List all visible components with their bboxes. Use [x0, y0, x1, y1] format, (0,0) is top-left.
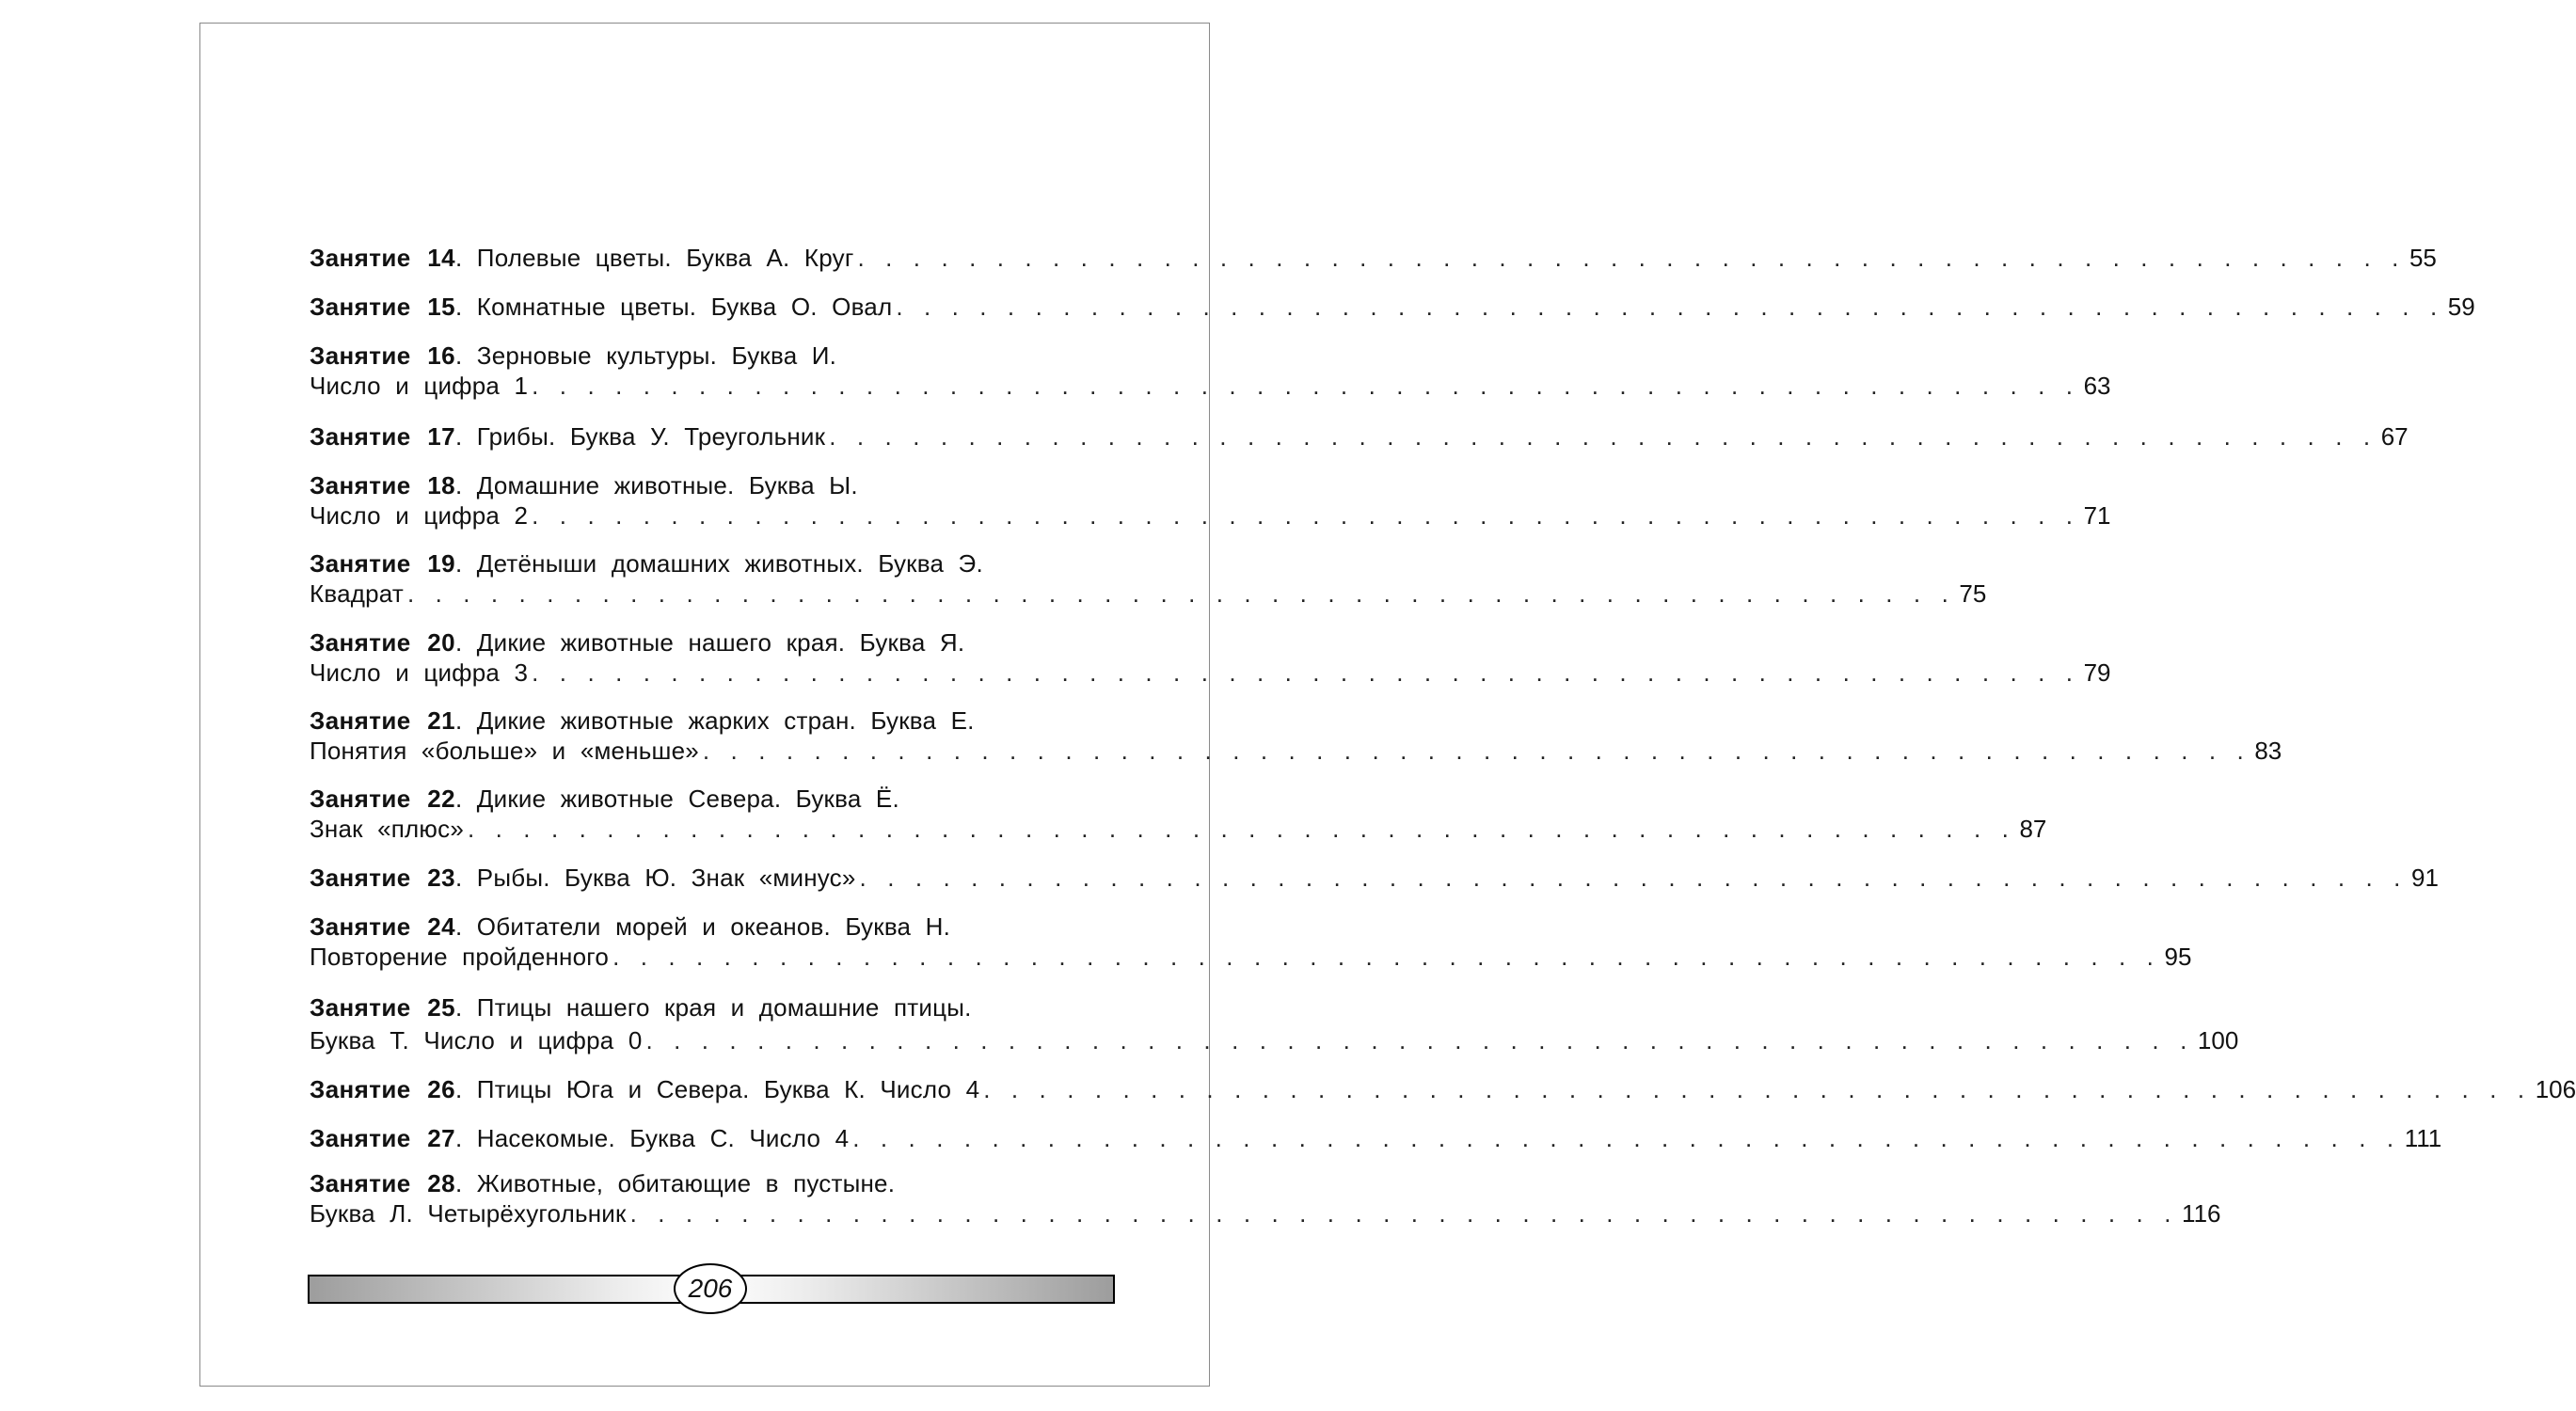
dot-leader: . . . . . . . . . . . . . . . . . . . . . . . . . . . . . . . . . . . . . . . . . . . . . . . . . . . . . . . .: [532, 372, 2080, 400]
toc-entry-17[interactable]: [310, 421, 2409, 452]
toc-line: [310, 863, 2439, 893]
page-ref: 71: [2083, 501, 2111, 530]
toc-line: [310, 243, 2437, 273]
toc-line: [310, 371, 2111, 401]
page-ref: 63: [2083, 372, 2111, 400]
page-ref: 83: [2254, 737, 2282, 765]
lesson-topic: . Дикие животные нашего края. Буква Я.: [454, 628, 965, 657]
toc-line: [310, 470, 1105, 500]
lesson-topic: . Дикие животные Севера. Буква Ё.: [454, 785, 899, 813]
page-ref: 95: [2164, 943, 2192, 971]
toc-entry-21[interactable]: [310, 706, 2282, 766]
lesson-topic: . Птицы Юга и Севера. Буква К. Число 4: [454, 1075, 980, 1103]
lesson-topic: . Насекомые. Буква С. Число 4: [454, 1124, 850, 1152]
dot-leader: . . . . . . . . . . . . . . . . . . . . . . . . . . . . . . . . . . . . . . . . . . . . . . . . . . . . . . . .: [532, 658, 2080, 687]
page-ref: 75: [1959, 579, 1987, 608]
lesson-label: Занятие 22: [310, 785, 455, 813]
dot-leader: . . . . . . . . . . . . . . . . . . . . . . . . . . . . . . . . . . . . . . . . . . . . . . . . . . . . . . . .: [829, 422, 2377, 451]
lesson-label: Занятие 18: [310, 471, 455, 499]
page-ref: 116: [2182, 1199, 2221, 1228]
lesson-topic-continued: Понятия «больше» и «меньше»: [310, 737, 699, 765]
lesson-topic: . Животные, обитающие в пустыне.: [454, 1169, 896, 1197]
lesson-topic: . Домашние животные. Буква Ы.: [454, 471, 858, 499]
toc-title: [310, 243, 854, 273]
page-ref: 111: [2404, 1124, 2442, 1152]
toc-entry-25[interactable]: [310, 992, 2239, 1055]
dot-leader: . . . . . . . . . . . . . . . . . . . . . . . . . . . . . . . . . . . . . . . . . . . . . . . . . . . . . . . .: [702, 737, 2251, 765]
lesson-label: Занятие 26: [310, 1075, 455, 1103]
toc-line: [310, 992, 1105, 1023]
toc-line: [310, 1025, 2239, 1055]
dot-leader: . . . . . . . . . . . . . . . . . . . . . . . . . . . . . . . . . . . . . . . . . . . . . . . . . . . . . . . .: [983, 1075, 2532, 1103]
lesson-topic-continued: Буква Л. Четырёхугольник: [310, 1199, 627, 1228]
page-ref: 87: [2019, 815, 2047, 843]
lesson-topic: . Полевые цветы. Буква А. Круг: [454, 244, 854, 272]
toc-entry-18[interactable]: [310, 470, 2111, 531]
toc-line: [310, 814, 2047, 844]
toc-line: [310, 784, 1105, 814]
toc-entry-20[interactable]: [310, 627, 2111, 688]
toc-entry-27[interactable]: [310, 1123, 2442, 1153]
toc-line: [310, 942, 2192, 972]
lesson-label: Занятие 17: [310, 422, 455, 451]
dot-leader: . . . . . . . . . . . . . . . . . . . . . . . . . . . . . . . . . . . . . . . . . . . . . . . . . . . . . . . .: [468, 815, 2016, 843]
toc-line: [310, 579, 1987, 609]
lesson-label: Занятие 16: [310, 341, 455, 370]
toc-entry-14[interactable]: [310, 243, 2437, 273]
lesson-topic: . Детёныши домашних животных. Буква Э.: [454, 549, 983, 578]
lesson-topic: . Грибы. Буква У. Треугольник: [454, 422, 826, 451]
toc-title: [310, 863, 856, 893]
toc-line: [310, 658, 2111, 688]
lesson-label: Занятие 25: [310, 993, 455, 1022]
toc-entry-19[interactable]: [310, 548, 1987, 609]
toc-line: [310, 548, 1105, 579]
lesson-label: Занятие 14: [310, 244, 455, 272]
toc-line: [310, 421, 2409, 452]
lesson-label: Занятие 28: [310, 1169, 455, 1197]
lesson-label: Занятие 20: [310, 628, 455, 657]
page-ref: 67: [2380, 422, 2409, 451]
page-ref: 79: [2083, 658, 2111, 687]
toc-title: [310, 292, 892, 322]
dot-leader: . . . . . . . . . . . . . . . . . . . . . . . . . . . . . . . . . . . . . . . . . . . . . . . . . . . . . . . .: [612, 943, 2161, 971]
lesson-topic: . Зерновые культуры. Буква И.: [454, 341, 837, 370]
lesson-topic-continued: Повторение пройденного: [310, 943, 610, 971]
dot-leader: . . . . . . . . . . . . . . . . . . . . . . . . . . . . . . . . . . . . . . . . . . . . . . . . . . . . . . . .: [852, 1124, 2401, 1152]
toc-line: [310, 1074, 2576, 1104]
page-ref: 100: [2197, 1026, 2239, 1054]
toc-line: [310, 1123, 2442, 1153]
toc-entry-22[interactable]: [310, 784, 2047, 844]
lesson-topic-continued: Буква Т. Число и цифра 0: [310, 1026, 643, 1054]
toc-line: [310, 627, 1105, 658]
page-ref: 59: [2447, 293, 2475, 321]
toc-entry-28[interactable]: [310, 1168, 2221, 1229]
lesson-label: Занятие 24: [310, 912, 455, 941]
lesson-topic: . Комнатные цветы. Буква О. Овал: [454, 293, 893, 321]
toc-line: [310, 500, 2111, 531]
lesson-label: Занятие 27: [310, 1124, 455, 1152]
lesson-topic: . Обитатели морей и океанов. Буква Н.: [454, 912, 951, 941]
page-ref: 55: [2409, 244, 2437, 272]
toc-line: [310, 1198, 2221, 1229]
dot-leader: . . . . . . . . . . . . . . . . . . . . . . . . . . . . . . . . . . . . . . . . . . . . . . . . . . . . . . . .: [857, 244, 2406, 272]
lesson-topic-continued: Знак «плюс»: [310, 815, 464, 843]
lesson-topic-continued: Число и цифра 1: [310, 372, 529, 400]
toc-line: [310, 736, 2282, 766]
toc-title: [310, 421, 825, 452]
lesson-topic: . Птицы нашего края и домашние птицы.: [454, 993, 972, 1022]
lesson-label: Занятие 23: [310, 864, 455, 892]
lesson-topic-continued: Число и цифра 2: [310, 501, 529, 530]
toc-title: [310, 1123, 849, 1153]
lesson-topic: . Рыбы. Буква Ю. Знак «минус»: [454, 864, 856, 892]
page-ref: 91: [2410, 864, 2439, 892]
toc-entry-23[interactable]: [310, 863, 2439, 893]
toc-line: [310, 1168, 1105, 1198]
dot-leader: . . . . . . . . . . . . . . . . . . . . . . . . . . . . . . . . . . . . . . . . . . . . . . . . . . . . . . . .: [896, 293, 2444, 321]
page-number: 206: [674, 1263, 747, 1314]
lesson-topic: . Дикие животные жарких стран. Буква Е.: [454, 706, 975, 735]
lesson-label: Занятие 15: [310, 293, 455, 321]
dot-leader: . . . . . . . . . . . . . . . . . . . . . . . . . . . . . . . . . . . . . . . . . . . . . . . . . . . . . . . .: [645, 1026, 2194, 1054]
toc-entry-16[interactable]: [310, 341, 2111, 401]
dot-leader: . . . . . . . . . . . . . . . . . . . . . . . . . . . . . . . . . . . . . . . . . . . . . . . . . . . . . . . .: [859, 864, 2408, 892]
toc-entry-26[interactable]: [310, 1074, 2576, 1104]
toc-entry-24[interactable]: [310, 912, 2192, 972]
dot-leader: . . . . . . . . . . . . . . . . . . . . . . . . . . . . . . . . . . . . . . . . . . . . . . . . . . . . . . . .: [532, 501, 2080, 530]
lesson-label: Занятие 19: [310, 549, 455, 578]
toc-line: [310, 292, 2475, 322]
toc-title: [310, 1074, 979, 1104]
dot-leader: . . . . . . . . . . . . . . . . . . . . . . . . . . . . . . . . . . . . . . . . . . . . . . . . . . . . . . . .: [629, 1199, 2179, 1228]
lesson-topic-continued: Квадрат: [310, 579, 404, 608]
page-ref: 106: [2535, 1075, 2576, 1103]
lesson-label: Занятие 21: [310, 706, 455, 735]
toc-line: [310, 706, 1105, 736]
toc-line: [310, 341, 1105, 371]
lesson-topic-continued: Число и цифра 3: [310, 658, 529, 687]
toc-line: [310, 912, 1105, 942]
toc-entry-15[interactable]: [310, 292, 2475, 322]
dot-leader: . . . . . . . . . . . . . . . . . . . . . . . . . . . . . . . . . . . . . . . . . . . . . . . . . . . . . . . .: [406, 579, 1956, 608]
